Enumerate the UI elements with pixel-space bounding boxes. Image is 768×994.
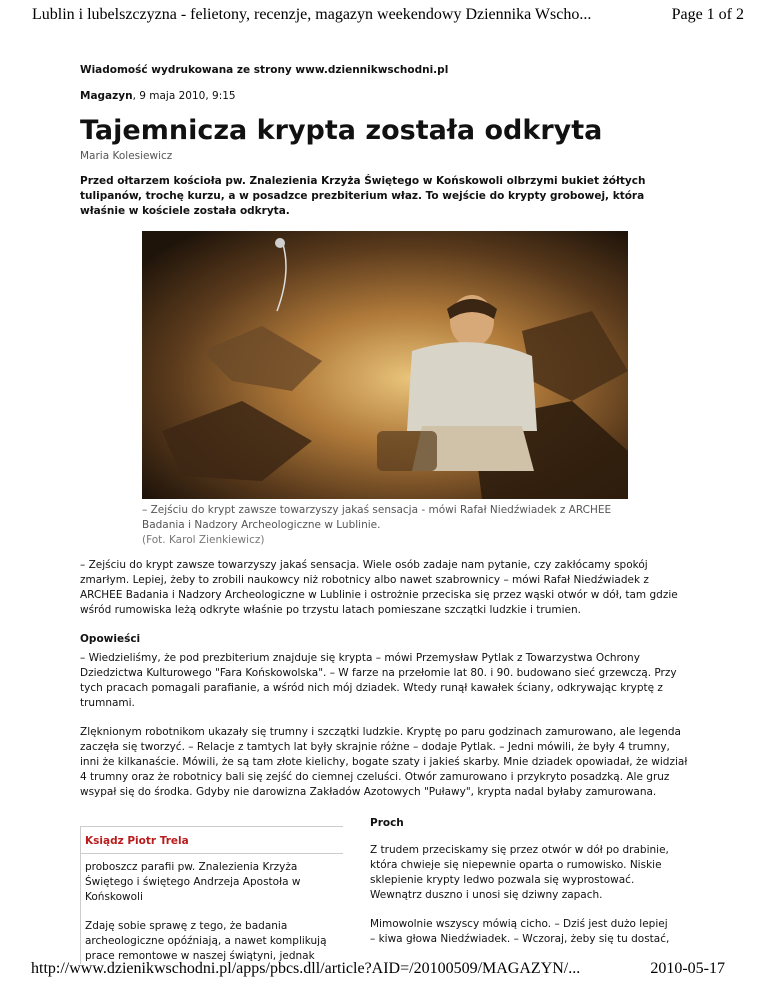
quote-box-role: proboszcz parafii pw. Znalezienia Krzyża Świętego i świętego Andrzeja Apostoła w Końskowoli: [85, 861, 301, 903]
photo-caption: [142, 503, 628, 548]
article-lead: Przed ołtarzem kościoła pw. Znalezienia Krzyża Świętego w Końskowoli olbrzymi bukiet żółtych tulipanów, trochę kurzu, a w posadzce prezbiterium właz. To wejście do krypty grobowej, która właśnie w kościele została odkryta.: [80, 175, 646, 217]
paragraph-intro: – Zejściu do krypt zawsze towarzyszy jakaś sensacja. Wiele osób zadaje nam pytanie, czy zakłócamy spokój zmarłym. Lepiej, żeby to zrobili naukowcy niż robotnicy albo nawet szabrownicy – mówi Rafał Niedźwiadek z ARCHEE Badania i Nadzory Archeologiczne w Lublinie i ostrożnie przeciska się przez wąski otwór w dół, tam gdzie wśród rumowiska leżą odkryte właśnie po trzystu latach pomieszane szczątki ludzkie i trumien.: [80, 559, 678, 616]
quote-box-text: Zdaję sobie sprawę z tego, że badania archeologiczne opóźniają, a nawet komplikują prace remontowe w naszej świątyni, jednak: [85, 920, 327, 962]
photo-credit: (Fot. Karol Zienkiewicz): [142, 534, 265, 546]
subheading-proch: Proch: [370, 817, 404, 829]
paragraph-proch-2: Mimowolnie wszyscy mówią cicho. – Dziś jest dużo lepiej – kiwa głowa Niedźwiadek. – Wczoraj, żeby się tu dostać,: [370, 918, 670, 945]
page-number: Page 1 of 2: [671, 6, 744, 23]
footer-date: 2010-05-17: [650, 960, 725, 977]
quote-box: [80, 826, 343, 964]
section-label: Magazyn: [80, 90, 133, 102]
proch-column: [370, 816, 670, 947]
two-column-section: [80, 816, 692, 962]
article-meta: [80, 90, 692, 102]
print-footer: [8, 960, 760, 982]
article: [80, 58, 692, 962]
crypt-photo: [142, 231, 628, 499]
paragraph-opowiesci-1: – Wiedzieliśmy, że pod prezbiterium znajduje się krypta – mówi Przemysław Pytlak z Towarzystwa Ochrony Dziedzictwa Kulturowego "Fara Końskowolska". – W farze na przełomie lat 80. i 90. budowano sieć grzewczą. Przy tych pracach pomagali parafianie, a wśród nich mój dziadek. Wtedy runął kawałek ściany, odkrywając kryptę z trumnami.: [80, 652, 677, 709]
article-body: [80, 558, 692, 800]
print-header: [8, 6, 760, 28]
quote-box-name: Ksiądz Piotr Trela: [81, 833, 343, 854]
article-title: Tajemnicza krypta została odkryta: [80, 115, 603, 146]
paragraph-opowiesci-2: Zlęknionym robotnikom ukazały się trumny i szczątki ludzkie. Kryptę po paru godzinach zamurowano, ale legenda zaczęła się tworzyć. – Relacje z tamtych lat były skrajnie różne – dodaje Pytlak. – Jedni mówili, że były 4 trumny, inni że kilkanaście. Mówili, że są tam złote kielichy, bogate szaty i jakieś skarby. Mnie dziadek opowiadał, że widział 4 trumny oraz że robotnicy bali się zejść do ciemnej czeluści. Otwór zamurowano i przykryto posadzką. Ale gruz wsypał się do środka. Gdyby nie darowizna Zakładów Azotowych "Puławy", krypta nadal byłaby zamurowana.: [80, 726, 688, 798]
print-notice: Wiadomość wydrukowana ze strony www.dziennikwschodni.pl: [80, 64, 449, 76]
caption-text: – Zejściu do krypt zawsze towarzyszy jakaś sensacja - mówi Rafał Niedźwiadek z ARCHEE Badania i Nadzory Archeologiczne w Lublinie.: [142, 504, 612, 531]
article-date: , 9 maja 2010, 9:15: [132, 90, 236, 102]
article-photo-block: [142, 231, 628, 548]
subheading-opowiesci: Opowieści: [80, 633, 141, 645]
paragraph-proch-1: Z trudem przeciskamy się przez otwór w dół po drabinie, która chwieje się niepewnie oparta o rumowisko. Niskie sklepienie krypty ledwo pozwala się wyprostować. Wewnątrz duszno i unosi się dziwny zapach.: [370, 844, 669, 901]
footer-url: http://www.dzienikwschodni.pl/apps/pbcs.dll/article?AID=/20100509/MAGAZYN/...: [31, 960, 581, 977]
print-header-title: Lublin i lubelszczyzna - felietony, recenzje, magazyn weekendowy Dziennika Wscho...: [32, 6, 592, 23]
article-author: Maria Kolesiewicz: [80, 150, 173, 162]
